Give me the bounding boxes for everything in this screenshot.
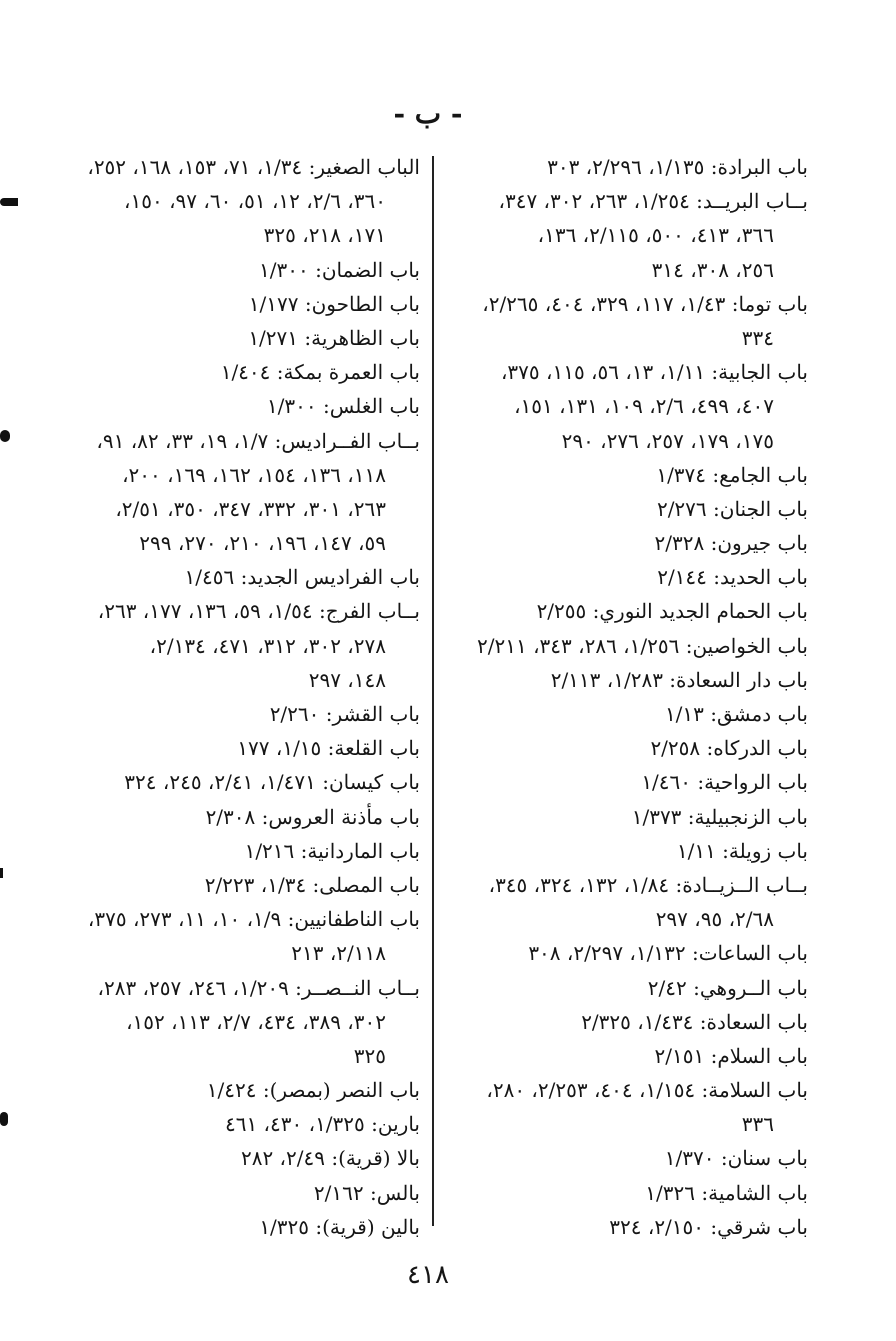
- index-entry: باب الــروهي: ٢/٤٢: [647, 975, 808, 1000]
- index-entry: باب الماردانية: ١/٢١٦: [244, 838, 420, 863]
- index-entry-continuation: ١٧٥، ١٧٩، ٢٥٧، ٢٧٦، ٢٩٠: [561, 428, 774, 453]
- index-entry: باب الجنان: ٢/٢٧٦: [656, 496, 808, 521]
- index-entry: بالين (قرية): ١/٣٢٥: [259, 1214, 420, 1239]
- index-entry: بالس: ٢/١٦٢: [313, 1180, 420, 1205]
- index-entry: الباب الصغير: ١/٣٤، ٧١، ١٥٣، ١٦٨، ٢٥٢،: [87, 155, 420, 179]
- index-entry: بــاب الــزيــادة: ١/٨٤، ١٣٢، ٣٢٤، ٣٤٥،: [488, 872, 808, 897]
- index-entry-continuation: ٣٣٦: [741, 1112, 774, 1137]
- index-entry-continuation: ٣٣٤: [741, 325, 774, 350]
- scan-edge-mark: [0, 198, 18, 206]
- index-entry: باب الحمام الجديد النوري: ٢/٢٥٥: [536, 599, 808, 624]
- index-entry: باب سنان: ١/٣٧٠: [664, 1146, 808, 1171]
- index-entry-continuation: ٢٧٨، ٣٠٢، ٣١٢، ٤٧١، ٢/١٣٤،: [149, 633, 386, 658]
- section-letter-heading: - ب -: [393, 97, 463, 130]
- index-entry: باب الساعات: ١/١٣٢، ٢/٢٩٧، ٣٠٨: [528, 941, 808, 966]
- index-entry-continuation: ٢٦٣، ٣٠١، ٣٣٢، ٣٤٧، ٣٥٠، ٢/٥١،: [115, 496, 386, 521]
- index-entry: باب السعادة: ١/٤٣٤، ٢/٣٢٥: [581, 1009, 808, 1034]
- index-entry: باب الشامية: ١/٣٢٦: [645, 1180, 808, 1205]
- index-entry: باب العمرة بمكة: ١/٤٠٤: [220, 360, 420, 385]
- index-entry: باب زويلة: ١/١١: [676, 838, 808, 863]
- index-entry: باب جيرون: ٢/٣٢٨: [654, 531, 808, 556]
- index-entry-continuation: ٣٢٥: [353, 1043, 386, 1068]
- column-divider: [432, 156, 434, 1226]
- index-entry: بالا (قرية): ٢/٤٩، ٢٨٢: [240, 1146, 420, 1171]
- index-entry-continuation: ٥٩، ١٤٧، ١٩٦، ٢١٠، ٢٧٠، ٢٩٩: [139, 531, 386, 556]
- index-entry: باب دمشق: ١/١٣: [664, 702, 808, 726]
- index-entry: باب النصر (بمصر): ١/٤٢٤: [206, 1078, 420, 1103]
- index-entry: باب البرادة: ١/١٣٥، ٢/٢٩٦، ٣٠٣: [547, 155, 808, 179]
- index-entry: باب الضمان: ١/٣٠٠: [259, 257, 420, 282]
- index-entry: باب الجامع: ١/٣٧٤: [656, 462, 808, 487]
- index-entry-continuation: ٢٥٦، ٣٠٨، ٣١٤: [651, 257, 774, 282]
- index-entry-continuation: ٤٠٧، ٤٩٩، ٢/٦، ١٠٩، ١٣١، ١٥١،: [514, 394, 774, 419]
- index-entry: باب السلام: ٢/١٥١: [654, 1043, 808, 1068]
- index-entry: باب الطاحون: ١/١٧٧: [248, 291, 420, 316]
- index-column-left: [42, 150, 420, 1244]
- index-column-right: [436, 150, 808, 1244]
- index-entry: باب الغلس: ١/٣٠٠: [266, 394, 420, 419]
- scan-edge-mark: [0, 868, 3, 878]
- index-entry: باب الفراديس الجديد: ١/٤٥٦: [184, 565, 420, 590]
- index-entry: باب السلامة: ١/١٥٤، ٤٠٤، ٢/٢٥٣، ٢٨٠،: [486, 1078, 808, 1103]
- index-entry-continuation: ١٧١، ٢١٨، ٣٢٥: [263, 223, 386, 248]
- index-entry: باب الظاهرية: ١/٢٧١: [248, 325, 420, 350]
- index-entry-continuation: ٣٠٢، ٣٨٩، ٤٣٤، ٢/٧، ١١٣، ١٥٢،: [126, 1009, 386, 1034]
- index-entry: باب الناطفانيين: ١/٩، ١٠، ١١، ٢٧٣، ٣٧٥،: [87, 907, 420, 932]
- index-entry: بــاب الفــراديس: ١/٧، ١٩، ٣٣، ٨٢، ٩١،: [96, 428, 420, 453]
- index-entry: باب الرواحية: ١/٤٦٠: [641, 770, 808, 795]
- index-entry-continuation: ١٤٨، ٢٩٧: [308, 667, 386, 692]
- index-entry: باب الحديد: ٢/١٤٤: [657, 565, 808, 590]
- index-entry: باب الزنجبيلية: ١/٣٧٣: [631, 804, 808, 829]
- index-entry-continuation: ٢/٦٨، ٩٥، ٢٩٧: [655, 907, 774, 932]
- index-entry: بــاب الفرج: ١/٥٤، ٥٩، ١٣٦، ١٧٧، ٢٦٣،: [97, 599, 420, 624]
- index-entry: باب المصلى: ١/٣٤، ٢/٢٢٣: [204, 872, 420, 897]
- index-entry: باب شرقي: ٢/١٥٠، ٣٢٤: [609, 1214, 808, 1239]
- index-entry-continuation: ٢/١١٨، ٢١٣: [291, 941, 386, 966]
- page-number: ٤١٨: [407, 1260, 449, 1290]
- index-entry: باب توما: ١/٤٣، ١١٧، ٣٢٩، ٤٠٤، ٢/٢٦٥،: [482, 291, 808, 316]
- scan-edge-mark: [0, 430, 10, 442]
- index-entry: باب مأذنة العروس: ٢/٣٠٨: [205, 804, 420, 829]
- index-entry: باب الجابية: ١/١١، ١٣، ٥٦، ١١٥، ٣٧٥،: [500, 360, 808, 385]
- index-entry-continuation: ٣٦٠، ٢/٦، ١٢، ٥١، ٦٠، ٩٧، ١٥٠،: [124, 189, 386, 214]
- index-entry: بــاب البريــد: ١/٢٥٤، ٢٦٣، ٣٠٢، ٣٤٧،: [498, 189, 808, 214]
- index-entry: بــاب النــصــر: ١/٢٠٩، ٢٤٦، ٢٥٧، ٢٨٣،: [97, 975, 420, 1000]
- index-entry: باب كيسان: ١/٤٧١، ٢/٤١، ٢٤٥، ٣٢٤: [124, 770, 420, 795]
- index-entry-continuation: ٣٦٦، ٤١٣، ٥٠٠، ٢/١١٥، ١٣٦،: [537, 223, 774, 248]
- index-entry: بارين: ١/٣٢٥، ٤٣٠، ٤٦١: [224, 1112, 420, 1137]
- scan-edge-mark: [0, 1112, 8, 1126]
- index-entry: باب الدركاه: ٢/٢٥٨: [650, 736, 808, 761]
- index-entry: باب دار السعادة: ١/٢٨٣، ٢/١١٣: [550, 667, 808, 692]
- index-entry: باب القلعة: ١/١٥، ١٧٧: [237, 736, 420, 761]
- index-entry-continuation: ١١٨، ١٣٦، ١٥٤، ١٦٢، ١٦٩، ٢٠٠،: [122, 462, 386, 487]
- index-entry: باب الخواصين: ١/٢٥٦، ٢٨٦، ٣٤٣، ٢/٢١١: [477, 633, 808, 658]
- index-entry: باب القشر: ٢/٢٦٠: [269, 702, 420, 726]
